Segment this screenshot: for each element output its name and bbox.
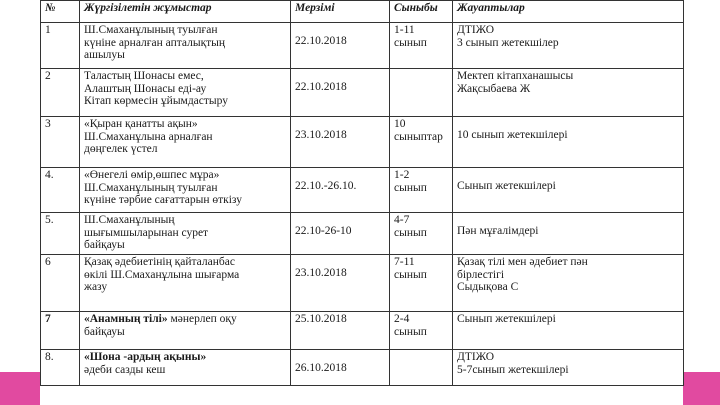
cell-date: 22.10.2018	[291, 23, 390, 69]
cell-class: 7-11 сынып	[390, 255, 453, 312]
cell-date: 22.10-26-10	[291, 213, 390, 255]
cell-class: 10 сыныптар	[390, 117, 453, 168]
cell-class	[390, 69, 453, 117]
cell-responsible: Қазақ тілі мен әдебиет пән бірлестігі Сыдықова С	[453, 255, 684, 312]
table-row	[41, 168, 684, 213]
table-row	[41, 117, 684, 168]
cell-responsible: Сынып жетекшілері	[453, 312, 684, 350]
cell-number: 4.	[41, 168, 80, 213]
header-work: Жүргізілетін жұмыстар	[80, 1, 291, 23]
cell-number: 2	[41, 69, 80, 117]
cell-work: «Анамның тілі» мәнерлеп оқу байқауы	[80, 312, 291, 350]
header-number: №	[41, 1, 80, 23]
cell-work: Ш.Смаханұлының шығымшыларынан сурет байқауы	[80, 213, 291, 255]
cell-class: 1-2 сынып	[390, 168, 453, 213]
header-responsible: Жауаптылар	[453, 1, 684, 23]
accent-block-left	[0, 372, 40, 405]
table-row	[41, 350, 684, 386]
cell-class	[390, 350, 453, 386]
cell-work: «Өнегелі өмір,өшпес мұра» Ш.Смаханұлының туылған күніне тәрбие сағаттарын өткізу	[80, 168, 291, 213]
cell-responsible: Сынып жетекшілері	[453, 168, 684, 213]
cell-work: Ш.Смаханұлының туылған күніне арналған апталықтың ашылуы	[80, 23, 291, 69]
cell-date: 23.10.2018	[291, 255, 390, 312]
cell-number: 1	[41, 23, 80, 69]
cell-number: 6	[41, 255, 80, 312]
table-row	[41, 69, 684, 117]
cell-date: 25.10.2018	[291, 312, 390, 350]
table-row	[41, 213, 684, 255]
cell-responsible: 10 сынып жетекшілері	[453, 117, 684, 168]
cell-class: 2-4 сынып	[390, 312, 453, 350]
cell-number: 8.	[41, 350, 80, 386]
cell-responsible: Мектеп кітапханашысы Жақсыбаева Ж	[453, 69, 684, 117]
cell-number: 7	[41, 312, 80, 350]
cell-responsible: ДТІЖО 3 сынып жетекшілер	[453, 23, 684, 69]
table-row	[41, 255, 684, 312]
accent-block-right	[683, 372, 720, 405]
cell-work: Қазақ әдебиетінің қайталанбас өкілі Ш.Смаханұлына шығарма жазу	[80, 255, 291, 312]
cell-number: 3	[41, 117, 80, 168]
cell-class: 1-11 сынып	[390, 23, 453, 69]
cell-responsible: Пән мұғалімдері	[453, 213, 684, 255]
table-row	[41, 23, 684, 69]
cell-responsible: ДТІЖО 5-7сынып жетекшілері	[453, 350, 684, 386]
table-header-row	[41, 1, 684, 23]
header-date: Мерзімі	[291, 1, 390, 23]
cell-work: Таластың Шонасы емес, Алаштың Шонасы еді-ау Кітап көрмесін ұйымдастыру	[80, 69, 291, 117]
header-class: Сыныбы	[390, 1, 453, 23]
cell-date: 23.10.2018	[291, 117, 390, 168]
table-row	[41, 312, 684, 350]
events-table	[40, 0, 684, 386]
cell-work: «Шона -ардың ақыны» әдеби сазды кеш	[80, 350, 291, 386]
cell-number: 5.	[41, 213, 80, 255]
cell-date: 26.10.2018	[291, 350, 390, 386]
cell-class: 4-7 сынып	[390, 213, 453, 255]
cell-date: 22.10.2018	[291, 69, 390, 117]
cell-date: 22.10.-26.10.	[291, 168, 390, 213]
cell-work: «Қыран қанатты ақын» Ш.Смаханұлына арналған дөңгелек үстел	[80, 117, 291, 168]
